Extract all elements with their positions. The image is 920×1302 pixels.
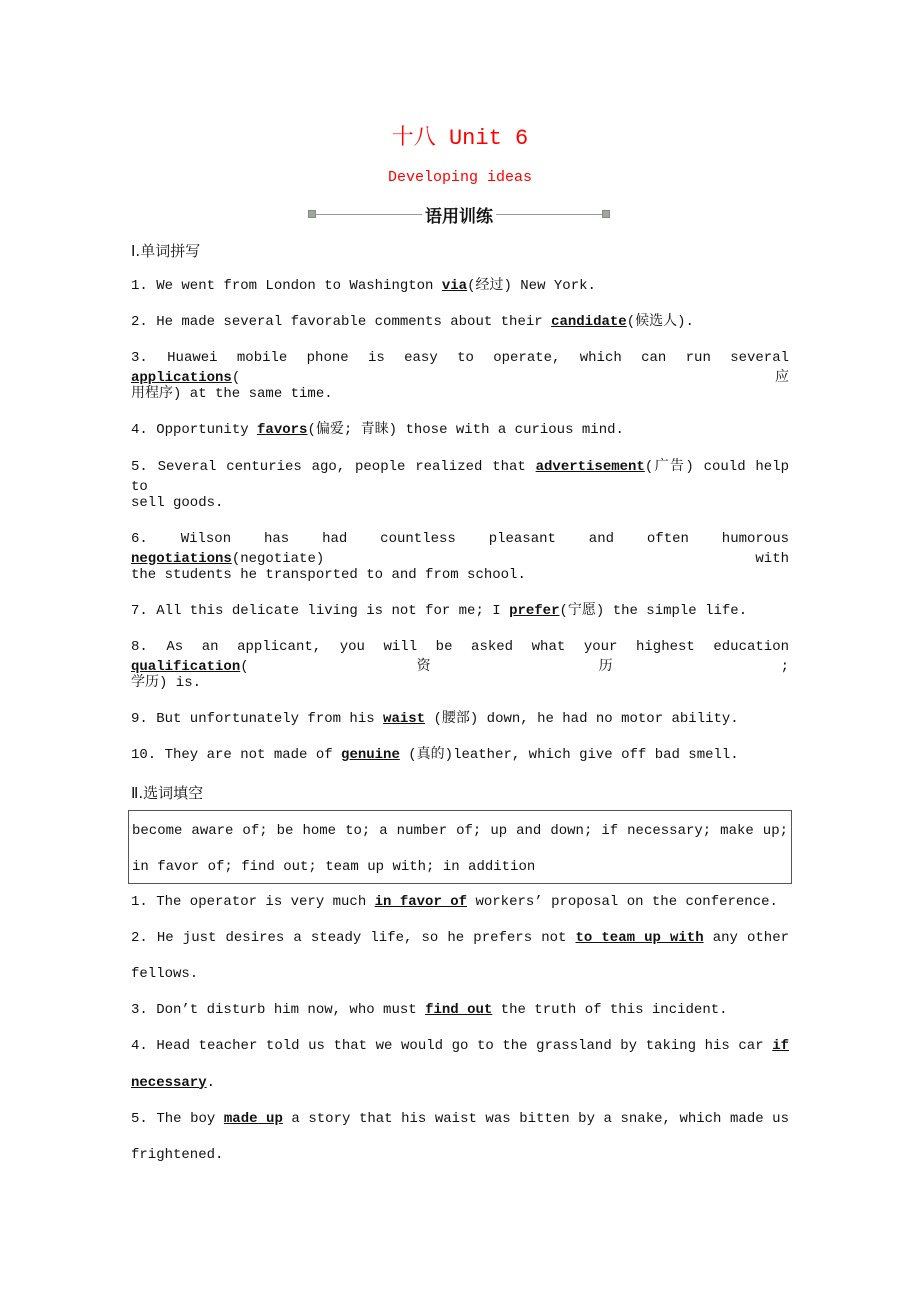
section-banner bbox=[308, 202, 610, 226]
question-text: 9. But unfortunately from his bbox=[131, 711, 384, 728]
banner-divider bbox=[496, 214, 602, 215]
question-text: (资历; bbox=[240, 659, 789, 675]
question-text: sell goods. bbox=[131, 494, 224, 511]
answer-text: applications bbox=[131, 370, 232, 387]
unit-subtitle: Developing ideas bbox=[387, 169, 533, 186]
question-text: (候选人). bbox=[626, 314, 694, 331]
section1-heading: Ⅰ.单词拼写 bbox=[131, 242, 201, 260]
question-text: frightened. bbox=[131, 1146, 224, 1163]
question-text: 10. They are not made of bbox=[131, 747, 342, 764]
section1-item-line bbox=[131, 529, 789, 567]
section1-item-line bbox=[131, 312, 789, 332]
word-bank-line: become aware of; be home to; a number of; up and down; if necessary; make up; bbox=[132, 823, 788, 839]
answer-text: if bbox=[772, 1038, 789, 1055]
answer-text: advertisement bbox=[535, 458, 645, 475]
question-text: 3. Huawei mobile phone is easy to operate, which can run several bbox=[131, 350, 789, 367]
question-text: fellows. bbox=[131, 966, 199, 983]
section1-item-line bbox=[131, 637, 789, 675]
question-text: . bbox=[206, 1074, 216, 1091]
question-text: (negotiate) with bbox=[231, 550, 789, 567]
banner-dot-icon bbox=[308, 210, 316, 218]
question-text: 4. Opportunity bbox=[131, 422, 258, 439]
section1-item-line bbox=[131, 493, 789, 513]
answer-text: necessary bbox=[131, 1074, 207, 1091]
section1-item-line bbox=[131, 276, 789, 296]
question-text: 3. Don’t disturb him now, who must bbox=[131, 1002, 426, 1019]
section2-item-line bbox=[131, 1073, 789, 1093]
answer-text: via bbox=[441, 278, 468, 294]
section1-item-line bbox=[131, 673, 789, 693]
question-text: 4. Head teacher told us that we would go to the grassland by taking his car bbox=[131, 1038, 773, 1055]
answer-text: qualification bbox=[131, 659, 241, 675]
question-text: (经过) New York. bbox=[467, 278, 596, 294]
question-text: 学历) is. bbox=[131, 675, 202, 692]
section2-item-line bbox=[131, 964, 789, 984]
question-text: a story that his waist was bitten by a snake, which made us bbox=[282, 1110, 789, 1127]
section1-item-line bbox=[131, 601, 789, 621]
question-text: 5. Several centuries ago, people realized that bbox=[131, 458, 536, 475]
section1-item-line bbox=[131, 457, 789, 495]
answer-text: candidate bbox=[551, 314, 627, 331]
question-text: 用程序) at the same time. bbox=[131, 386, 333, 403]
section2-heading: Ⅱ.选词填空 bbox=[131, 784, 204, 802]
question-text: (应 bbox=[231, 370, 789, 387]
section1-item-line bbox=[131, 745, 789, 765]
question-text: (广告) could help to bbox=[131, 458, 789, 495]
answer-text: genuine bbox=[341, 747, 400, 764]
question-text: the truth of this incident. bbox=[492, 1002, 728, 1019]
question-text: the students he transported to and from school. bbox=[131, 566, 526, 583]
question-text: 1. We went from London to Washington bbox=[131, 278, 442, 294]
question-text: (宁愿) the simple life. bbox=[559, 602, 748, 619]
answer-text: made up bbox=[223, 1110, 283, 1127]
question-text: 5. The boy bbox=[131, 1110, 224, 1127]
section2-item-line bbox=[131, 1036, 789, 1056]
unit-title: 十八 Unit 6 bbox=[391, 126, 529, 151]
question-text: 1. The operator is very much bbox=[131, 894, 375, 910]
question-text: (真的)leather, which give off bad smell. bbox=[399, 747, 739, 764]
question-text: workers’ proposal on the conference. bbox=[467, 894, 778, 910]
question-text: any other bbox=[703, 930, 790, 947]
question-text: 2. He just desires a steady life, so he prefers not bbox=[131, 930, 576, 947]
question-text: 6. Wilson has had countless pleasant and often humorous bbox=[131, 530, 789, 547]
answer-text: in favor of bbox=[374, 894, 468, 910]
answer-text: waist bbox=[383, 711, 426, 728]
answer-text: to team up with bbox=[575, 930, 704, 947]
question-text: 7. All this delicate living is not for me; I bbox=[131, 602, 510, 619]
banner-label: 语用训练 bbox=[425, 206, 493, 227]
section1-item-line bbox=[131, 420, 789, 440]
section1-item-line bbox=[131, 709, 789, 729]
word-bank-line: in favor of; find out; team up with; in addition bbox=[132, 859, 536, 875]
section2-item-line bbox=[131, 1000, 789, 1020]
question-text: 2. He made several favorable comments about their bbox=[131, 314, 552, 331]
question-text: (腰部) down, he had no motor ability. bbox=[425, 711, 739, 728]
question-text: (偏爱; 青睐) those with a curious mind. bbox=[307, 422, 624, 439]
section2-item-line bbox=[131, 1109, 789, 1129]
banner-divider bbox=[316, 214, 422, 215]
word-bank-box bbox=[128, 810, 792, 884]
section2-item-line bbox=[131, 1145, 789, 1165]
answer-text: favors bbox=[257, 422, 308, 439]
question-text: 8. As an applicant, you will be asked what your highest education bbox=[131, 639, 789, 655]
section1-item-line bbox=[131, 348, 789, 387]
section1-item-line bbox=[131, 565, 789, 585]
section1-item-line bbox=[131, 384, 789, 404]
section2-item-line bbox=[131, 892, 789, 912]
section2-item-line bbox=[131, 928, 789, 948]
banner-dot-icon bbox=[602, 210, 610, 218]
answer-text: prefer bbox=[509, 602, 560, 619]
answer-text: negotiations bbox=[131, 550, 232, 567]
answer-text: find out bbox=[425, 1002, 493, 1019]
